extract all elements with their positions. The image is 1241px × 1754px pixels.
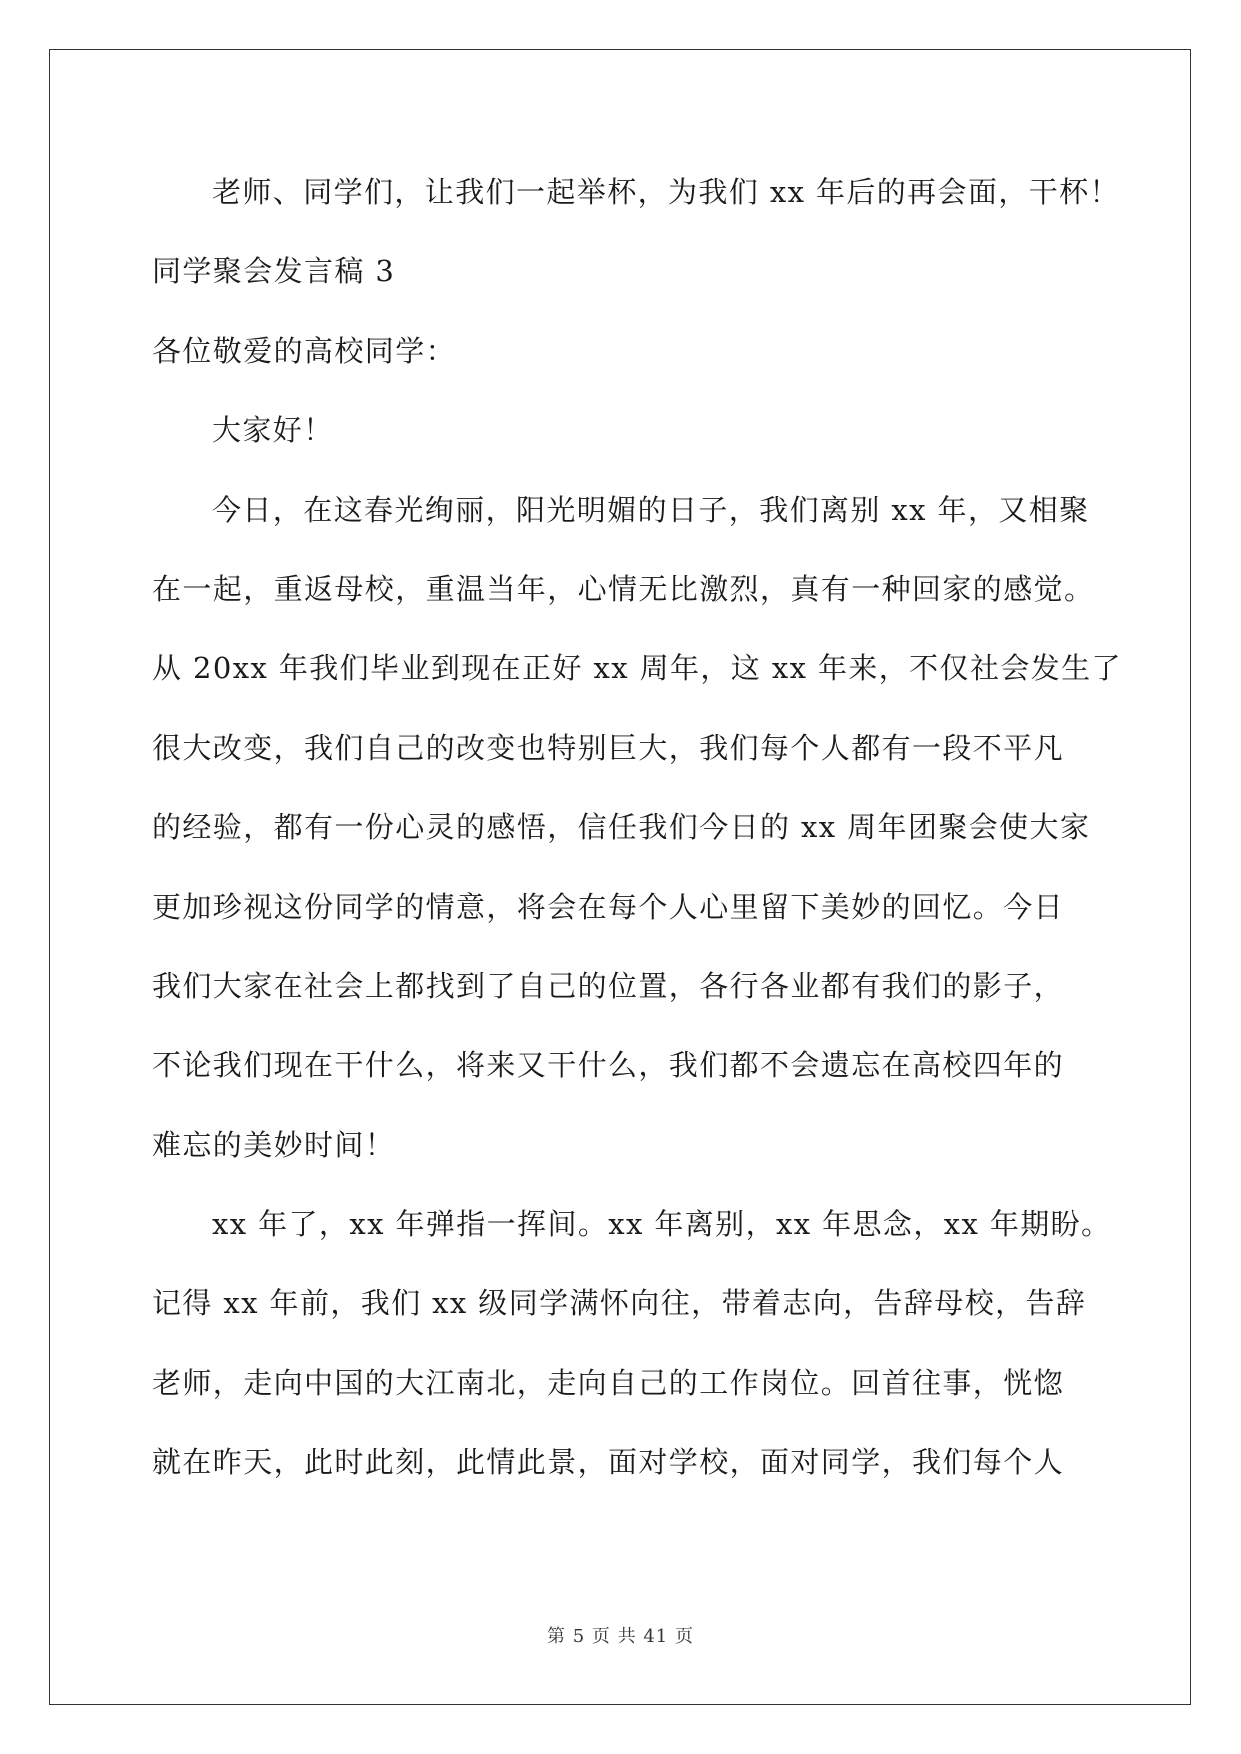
- section-heading: 同学聚会发言稿 3: [152, 254, 396, 289]
- text-line: 在一起，重返母校，重温当年，心情无比激烈，真有一种回家的感觉。: [152, 571, 1095, 606]
- text-line: 从 20xx 年我们毕业到现在正好 xx 周年，这 xx 年来，不仅社会发生了: [152, 651, 1122, 686]
- text-line: 老师，走向中国的大江南北，走向自己的工作岗位。回首往事，恍惚: [152, 1365, 1065, 1400]
- text-line: 老师、同学们，让我们一起举杯，为我们 xx 年后的再会面，干杯！: [212, 175, 1120, 209]
- text-line: 很大改变，我们自己的改变也特别巨大，我们每个人都有一段不平凡: [152, 730, 1065, 765]
- text-line: 记得 xx 年前，我们 xx 级同学满怀向往，带着志向，告辞母校，告辞: [152, 1286, 1087, 1321]
- text-line: 的经验，都有一份心灵的感悟，信任我们今日的 xx 周年团聚会使大家: [152, 810, 1091, 845]
- document-body: [152, 162, 1122, 1512]
- text-line: 我们大家在社会上都找到了自己的位置，各行各业都有我们的影子，: [152, 968, 1065, 1003]
- text-line: 难忘的美妙时间！: [152, 1127, 396, 1162]
- text-line: xx 年了，xx 年弹指一挥间。xx 年离别，xx 年思念，xx 年期盼。: [212, 1207, 1112, 1242]
- page-number-footer: 第 5 页 共 41 页: [547, 1626, 694, 1647]
- text-line: 就在昨天，此时此刻，此情此景，面对学校，面对同学，我们每个人: [152, 1445, 1065, 1480]
- text-line: 今日，在这春光绚丽，阳光明媚的日子，我们离别 xx 年，又相聚: [212, 492, 1090, 527]
- text-line: 不论我们现在干什么，将来又干什么，我们都不会遗忘在高校四年的: [152, 1048, 1065, 1083]
- text-line: 更加珍视这份同学的情意，将会在每个人心里留下美妙的回忆。今日: [152, 889, 1065, 924]
- salutation: 各位敬爱的高校同学：: [152, 333, 457, 368]
- greeting: 大家好！: [212, 413, 334, 448]
